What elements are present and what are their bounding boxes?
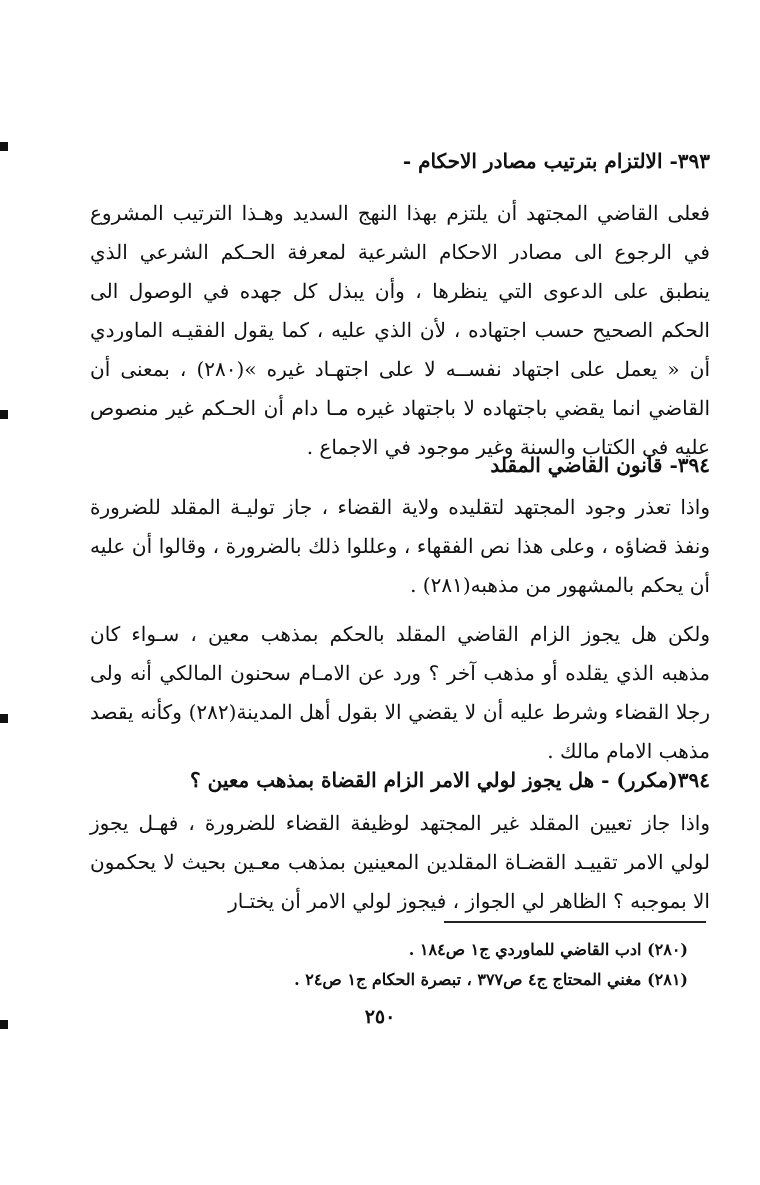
section-body-393 xyxy=(90,194,710,467)
section-body-394 xyxy=(90,488,710,605)
paragraph: واذا تعذر وجود المجتهد لتقليده ولاية القضاء ، جاز توليـة المقلد للضرورة ونفذ قضاؤه ، وعلى هذا نص الفقهاء ، وعللوا ذلك بالضرورة ، وقالوا أن عليه أن يحكم بالمشهور من مذهبه(٢٨١) . xyxy=(90,495,710,597)
scan-edge-mark xyxy=(0,142,8,151)
footnotes xyxy=(200,935,688,995)
paragraph: ولكن هل يجوز الزام القاضي المقلد بالحكم بمذهب معين ، سـواء كان مذهبه الذي يقلده أو مذهب آخر ؟ ورد عن الامـام سحنون المالكي أنه ولى رجلا القضاء وشرط عليه أن لا يقضي الا بقول أهل المدينة(٢٨٢) وكأنه يقصد مذهب الامام مالك . xyxy=(90,622,711,763)
section-body-394-bis xyxy=(90,804,710,921)
section-heading-394: ٣٩٤- قانون القاضي المقلد xyxy=(490,453,710,477)
paragraph: واذا جاز تعيين المقلد غير المجتهد لوظيفة القضاء للضرورة ، فهـل يجوز لولي الامر تقييـد القضـاة المقلدين المعينين بمذهب معـين بحيث لا يحكمون الا بموجبه ؟ الظاهر لي الجواز ، فيجوز لولي الامر أن يختـار xyxy=(90,811,710,913)
footnote-divider xyxy=(444,921,706,923)
footnote-280: (٢٨٠) ادب القاضي للماوردي ج١ ص١٨٤ . xyxy=(408,940,688,959)
scan-edge-mark xyxy=(0,410,8,419)
section-heading-393: ٣٩٣- الالتزام بترتيب مصادر الاحكام - xyxy=(402,149,710,173)
paragraph: فعلى القاضي المجتهد أن يلتزم بهذا النهج السديد وهـذا الترتيب المشروع في الرجوع الى مصادر الاحكام الشرعية لمعرفة الحـكم الشرعي الذي ينطبق على الدعوى التي ينظرها ، وأن يبذل كل جهده في الوصول الى الحكم الصحيح حسب اجتهاده ، لأن الذي عليه ، كما يقول الفقيـه الماوردي أن « يعمل على اجتهاد نفســه لا على اجتهـاد غيره »(٢٨٠) ، بمعنى أن القاضي انما يقضي باجتهاده لا باجتهاد غيره مـا دام أن الحـكم غير منصوص عليه في الكتاب والسنة وغير موجود في الاجماع . xyxy=(90,201,711,459)
section-heading-394-bis: ٣٩٤(مكرر) - هل يجوز لولي الامر الزام القضاة بمذهب معين ؟ xyxy=(190,768,710,792)
footnote-281: (٢٨١) مغني المحتاج ج٤ ص٣٧٧ ، تبصرة الحكام ج١ ص٢٤ . xyxy=(294,970,688,989)
section-body-394-cont xyxy=(90,615,710,771)
scan-edge-mark xyxy=(0,714,8,723)
page-number: ٢٥٠ xyxy=(364,1006,396,1028)
scan-edge-mark xyxy=(0,1020,8,1029)
